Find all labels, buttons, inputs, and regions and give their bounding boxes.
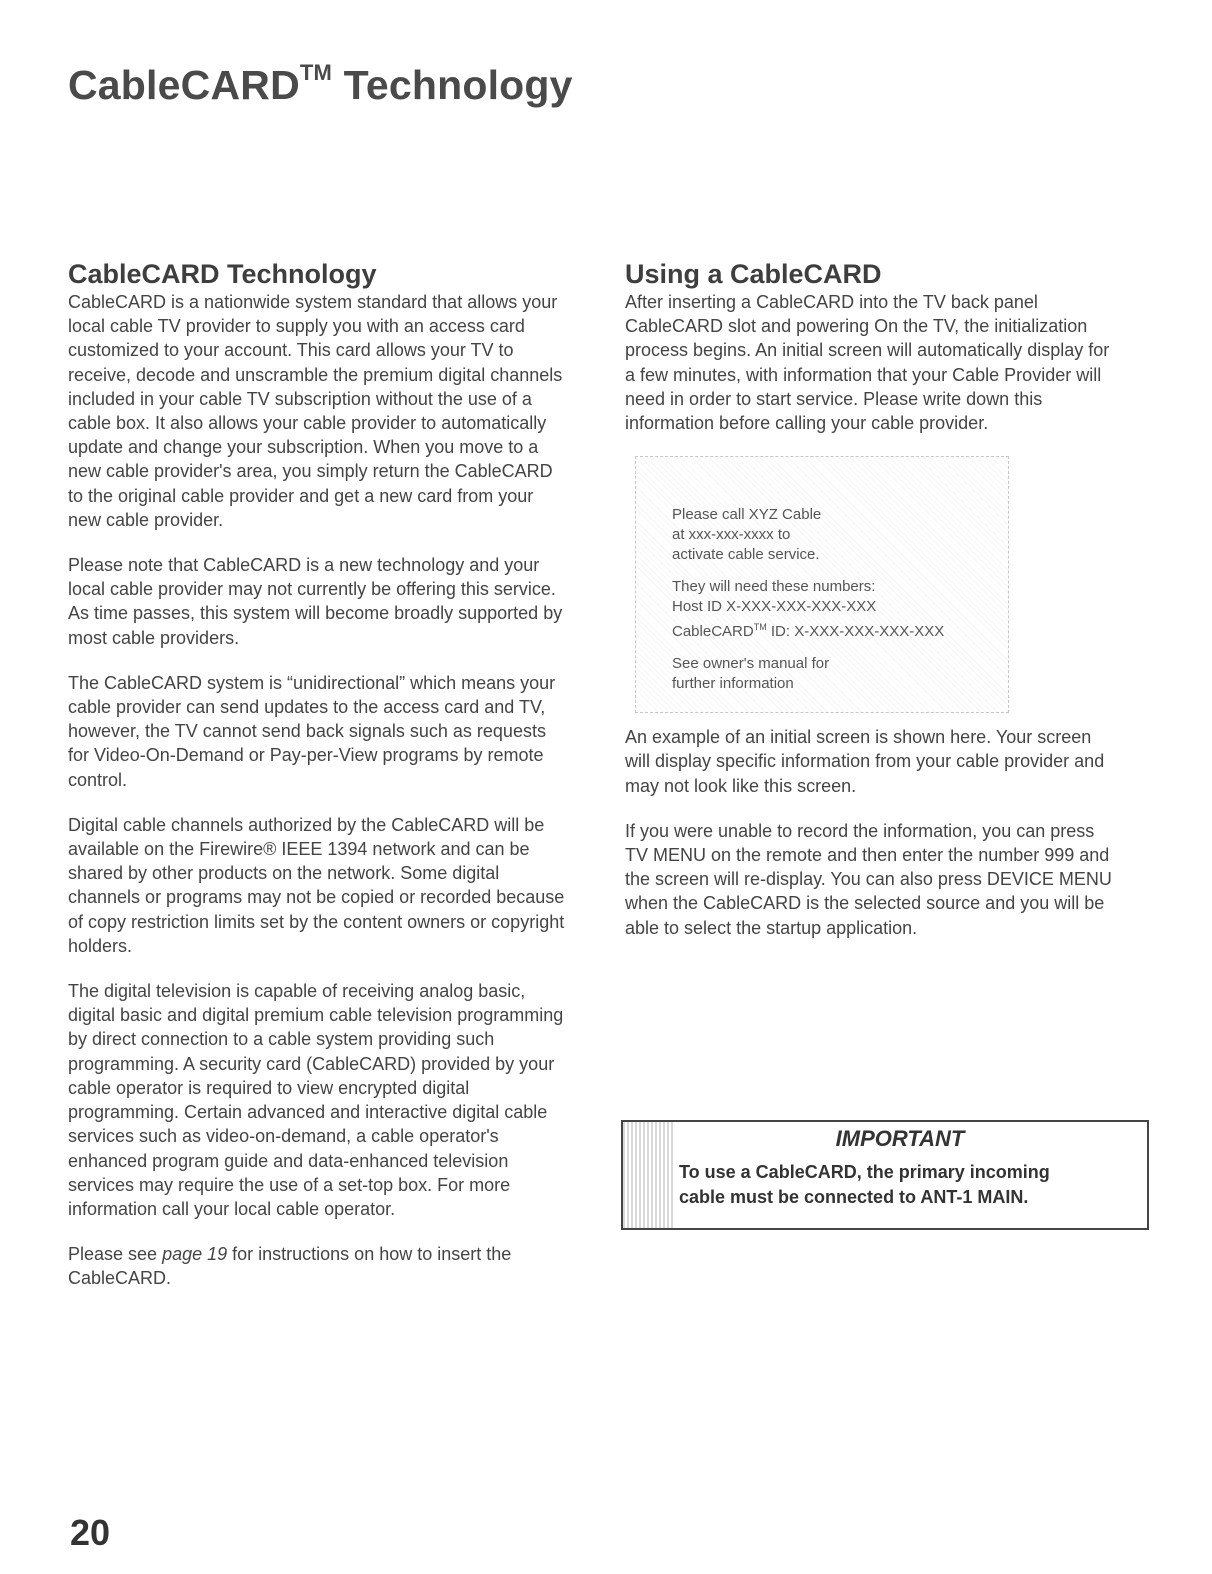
right-column <box>625 258 1120 961</box>
paragraph: The digital television is capable of receiving analog basic, digital basic and digital premium cable television programming by direct connection to a cable system providing such programming. A security card (CableCARD) provided by your cable operator is required to view encrypted digital programming. Certain advanced and interactive digital cable services such as video-on-demand, a cable operator's enhanced program guide and data-enhanced television services may require the use of a set-top box. For more information call your local cable operator. <box>68 981 564 1219</box>
screen-call-info: Please call XYZ Cable at xxx-xxx-xxxx to activate cable service. <box>672 506 822 564</box>
important-text: To use a CableCARD, the primary incoming cable must be connected to ANT-1 MAIN. <box>679 1162 1050 1207</box>
page-reference: page 19 <box>162 1244 228 1265</box>
left-column <box>68 258 568 1312</box>
paragraph: Digital cable channels authorized by the CableCARD will be available on the Firewire® IEEE 1394 network and can be shared by other products on the network. Some digital channels or programs may not be copied or recorded because of copy restriction limits set by the content owners or copyright holders. <box>68 814 565 956</box>
paragraph: The CableCARD system is “unidirectional” which means your cable provider can send updates to the access card and TV, however, the TV cannot send back signals such as requests for Video-On-Demand or Pay-per-View programs by remote control. <box>68 672 556 790</box>
important-title: IMPORTANT <box>835 1126 965 1151</box>
page-title: CableCARD™ Technology <box>68 60 573 108</box>
paragraph: After inserting a CableCARD into the TV back panel CableCARD slot and powering On the TV, the initialization process begins. An initial screen will automatically display for a few minutes, with information that your Cable Provider will need in order to start service. Please write down this information before calling your cable provider. <box>625 292 1110 434</box>
screen-manual-note: See owner's manual for further information <box>672 655 830 693</box>
paragraph-page-reference: Please see page 19 for instructions on how to insert the CableCARD. <box>68 1244 512 1289</box>
initial-screen-example <box>635 456 1009 713</box>
section-heading-using-a-cablecard: Using a CableCARD <box>625 259 882 289</box>
cablecard-id: CableCARD™ ID: X-XXX-XXX-XXX-XXX <box>672 622 945 641</box>
host-id: Host ID X-XXX-XXX-XXX-XXX <box>672 598 877 616</box>
paragraph: CableCARD is a nationwide system standard that allows your local cable TV provider to supply you with an access card customized to your account. This card allows your TV to receive, decode and unscramble the premium digital channels included in your cable TV subscription without the use of a cable box. It also allows your cable provider to automatically update and change your subscription. When you move to a new cable provider's area, you simply return the CableCARD to the original cable provider and get a new card from your new cable provider. <box>68 292 563 530</box>
section-heading-cablecard-technology: CableCARD Technology <box>68 259 377 289</box>
page-number: 20 <box>70 1512 111 1553</box>
paragraph: An example of an initial screen is shown here. Your screen will display specific information from your cable provider and may not look like this screen. <box>625 727 1105 796</box>
trademark-mark: TM <box>299 60 333 86</box>
paragraph: Please note that CableCARD is a new technology and your local cable provider may not currently be offering this service. As time passes, this system will become broadly supported by most cable providers. <box>68 555 563 648</box>
screen-id-numbers: They will need these numbers: Host ID X-XXX-XXX-XXX-XXX CableCARD™ ID: X-XXX-XXX-XXX-XXX <box>672 578 945 641</box>
important-notice <box>621 1120 1149 1230</box>
paragraph: If you were unable to record the information, you can press TV MENU on the remote and then enter the number 999 and the screen will re-display. You can also press DEVICE MENU when the CableCARD is the selected source and you will be able to select the startup application. <box>625 820 1112 938</box>
